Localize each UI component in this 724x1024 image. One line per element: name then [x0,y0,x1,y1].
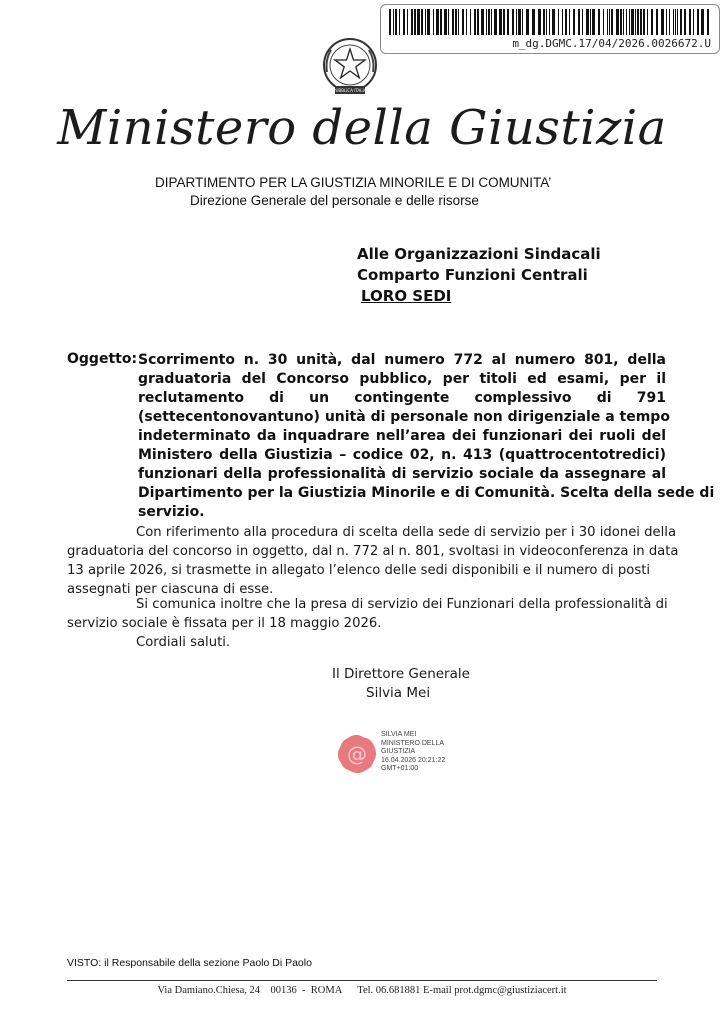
body-line: 13 aprile 2026, si trasmette in allegato l’elenco delle sedi disponibili e il numero di posti [67,563,651,578]
subject-line: indeterminato da inquadrare nell’area dei funzionari dei ruoli del [138,428,666,444]
subject-line: Ministero della Giustizia – codice 02, n. 413 (quattrocentotredici) [138,447,666,463]
emblem-label: REPUBBLICA ITALIANA [327,88,373,93]
signature-line: 16.04.2026 20:21:22 [381,756,446,764]
emblem-icon [321,36,379,98]
protocol-stamp [380,4,720,54]
signature-line: SILVIA MEI [381,731,417,738]
signatory-name: Silvia Mei [366,685,431,701]
signature-line: GMT+01:00 [381,765,419,772]
footer-address: Via Damiano.Chiesa, 24 00136 - ROMA Tel. 06.681881 E-mail prot.dgmc@giustiziacert.it [157,985,567,996]
subject-line: graduatoria del Concorso pubblico, per titoli ed esami, per il [138,371,666,387]
addressee-line: LORO SEDI [361,287,452,305]
footer-divider [67,980,657,981]
body-line: servizio sociale è fissata per il 18 maggio 2026. [67,616,382,631]
signatory-title: Il Direttore Generale [332,666,470,682]
body-line: Con riferimento alla procedura di scelta della sede di servizio per i 30 idonei della [136,525,677,540]
addressee-line: Alle Organizzazioni Sindacali [357,245,601,263]
subject-line: servizio. [138,504,205,520]
digital-signature-text [381,731,445,774]
department-name: DIPARTIMENTO PER LA GIUSTIZIA MINORILE E DI COMUNITA’ [155,175,552,190]
subject-line: reclutamento di un contingente complessivo di 791 [138,390,666,406]
subject-line: Scorrimento n. 30 unità, dal numero 772 al numero 801, della [138,352,666,368]
body-line: graduatoria del concorso in oggetto, dal n. 772 al n. 801, svoltasi in videoconferenza in data [67,544,679,559]
direction-name: Direzione Generale del personale e delle risorse [190,193,479,208]
protocol-number: m_dg.DGMC.17/04/2026.0026672.U [512,37,711,50]
svg-text:@: @ [347,742,367,766]
body-line: assegnati per ciascuna di esse. [67,582,274,597]
addressee-block [357,244,601,307]
subject-line: funzionari della professionalità di servizio sociale da assegnare al [138,466,666,482]
subject-label: Oggetto: [67,351,138,367]
digital-signature-seal-icon [336,733,378,775]
subject-line: (settecentonovantuno) unità di personale non dirigenziale a tempo [138,409,670,425]
body-line: Cordiali saluti. [136,635,231,650]
signature-line: MINISTERO DELLA [381,739,445,747]
subject-line: Dipartimento per la Giustizia Minorile e di Comunità. Scelta della sede di [138,485,715,501]
subject-text [138,351,715,522]
ministry-title: Ministero della Giustizia [57,100,667,156]
visto-note: VISTO: il Responsabile della sezione Paolo Di Paolo [67,957,312,969]
barcode [389,9,711,35]
addressee-line: Comparto Funzioni Centrali [357,266,588,284]
body-line: Si comunica inoltre che la presa di servizio dei Funzionari della professionalità di [136,597,668,612]
signature-line: GIUSTIZIA [381,748,416,755]
